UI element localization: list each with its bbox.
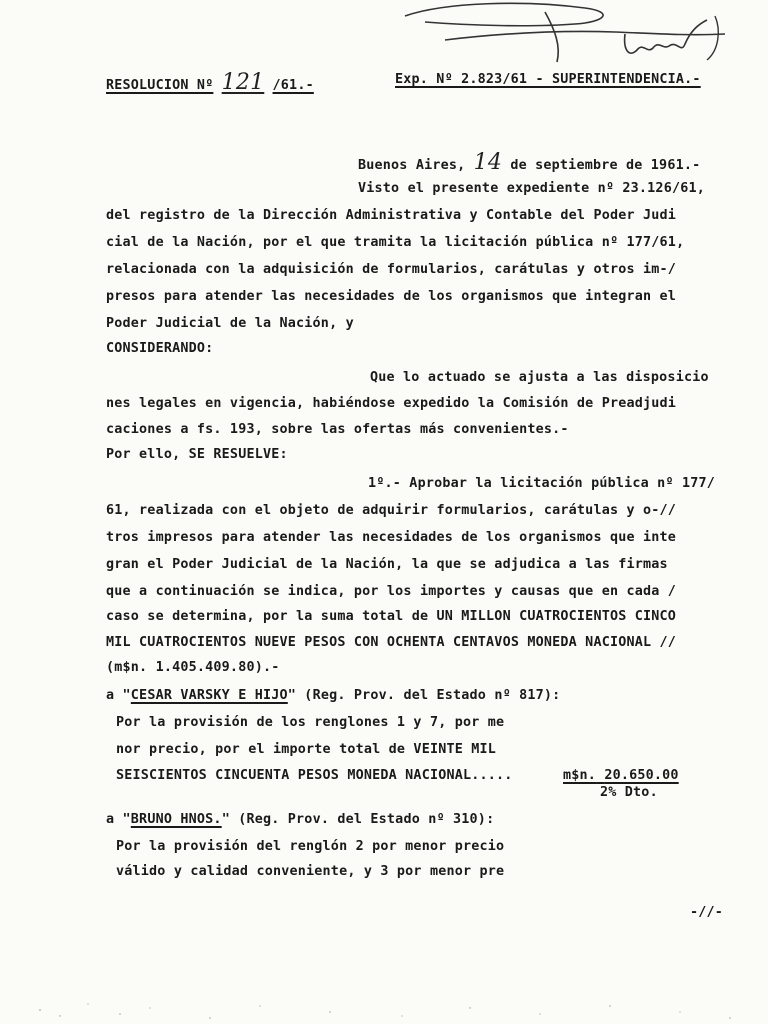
award1-registry: " (Reg. Prov. del Estado nº 817):	[287, 688, 561, 703]
signature-icon	[385, 0, 745, 70]
scan-noise	[0, 990, 768, 1024]
resuelve-line-4: gran el Poder Judicial de la Nación, la que se adjudica a las firmas	[106, 557, 668, 572]
resolution-year: /61.-	[272, 78, 314, 93]
award1-line-3: SEISCIENTOS CINCUENTA PESOS MONEDA NACIONAL.....	[116, 768, 513, 783]
resuelve-line-1: 1º.- Aprobar la licitación pública nº 177/	[368, 476, 715, 491]
dateline-day: 14	[473, 150, 503, 175]
considerando-label: CONSIDERANDO:	[106, 341, 214, 356]
award2-line-1: Por la provisión del renglón 2 por menor precio	[116, 839, 505, 854]
award1-firm: CESAR VARSKY E HIJO	[130, 688, 288, 703]
resuelve-line-3: tros impresos para atender las necesidades de los organismos que inte	[106, 530, 677, 545]
visto-line-2: del registro de la Dirección Administrativa y Contable del Poder Judi	[106, 208, 677, 223]
visto-line-6: Poder Judicial de la Nación, y	[106, 316, 354, 331]
award1-line-2: nor precio, por el importe total de VEINTE MIL	[116, 742, 497, 757]
award1-currency: m$n.	[563, 768, 597, 783]
considerando-line-3: caciones a fs. 193, sobre las ofertas más convenientes.-	[106, 422, 569, 437]
considerando-line-1: Que lo actuado se ajusta a las disposicio	[370, 370, 709, 385]
award1-amount-value: 20.650.00	[604, 768, 679, 783]
visto-line-1: Visto el presente expediente nº 23.126/61,	[358, 181, 705, 196]
dateline	[358, 152, 700, 174]
visto-line-3: cial de la Nación, por el que tramita la licitación pública nº 177/61,	[106, 235, 685, 250]
resuelve-line-6: caso se determina, por la suma total de UN MILLON CUATROCIENTOS CINCO	[106, 609, 677, 624]
award1-line-1: Por la provisión de los renglones 1 y 7, por me	[116, 715, 505, 730]
award2-registry: " (Reg. Prov. del Estado nº 310):	[221, 812, 495, 827]
award2-firm: BRUNO HNOS.	[130, 812, 222, 827]
resolution-header	[106, 72, 314, 94]
continuation-mark: -//-	[690, 905, 724, 920]
visto-line-5: presos para atender las necesidades de los organismos que integran el	[106, 289, 677, 304]
por-ello: Por ello, SE RESUELVE:	[106, 447, 288, 462]
expediente-reference: Exp. Nº 2.823/61 - SUPERINTENDENCIA.-	[395, 72, 701, 87]
resuelve-line-2: 61, realizada con el objeto de adquirir formularios, carátulas y o-//	[106, 503, 677, 518]
resuelve-line-7: MIL CUATROCIENTOS NUEVE PESOS CON OCHENTA CENTAVOS MONEDA NACIONAL //	[106, 635, 677, 650]
resuelve-line-8: (m$n. 1.405.409.80).-	[106, 660, 280, 675]
dateline-rest: de septiembre de 1961.-	[510, 158, 701, 173]
award1-amount	[563, 768, 679, 784]
award1-discount: 2% Dto.	[600, 785, 658, 800]
resolution-number: 121	[221, 70, 265, 95]
considerando-line-2: nes legales en vigencia, habiéndose expedido la Comisión de Preadjudi	[106, 396, 677, 411]
resolution-label: RESOLUCION Nº	[106, 78, 214, 93]
resuelve-line-5: que a continuación se indica, por los importes y causas que en cada /	[106, 584, 677, 599]
award2-line-2: válido y calidad conveniente, y 3 por menor pre	[116, 864, 505, 879]
dateline-city: Buenos Aires,	[358, 158, 466, 173]
visto-line-4: relacionada con la adquisición de formularios, carátulas y otros im-/	[106, 262, 677, 277]
award1-header: a "CESAR VARSKY E HIJO" (Reg. Prov. del Estado nº 817):	[106, 688, 561, 703]
award2-header: a "BRUNO HNOS." (Reg. Prov. del Estado nº 310):	[106, 812, 495, 827]
